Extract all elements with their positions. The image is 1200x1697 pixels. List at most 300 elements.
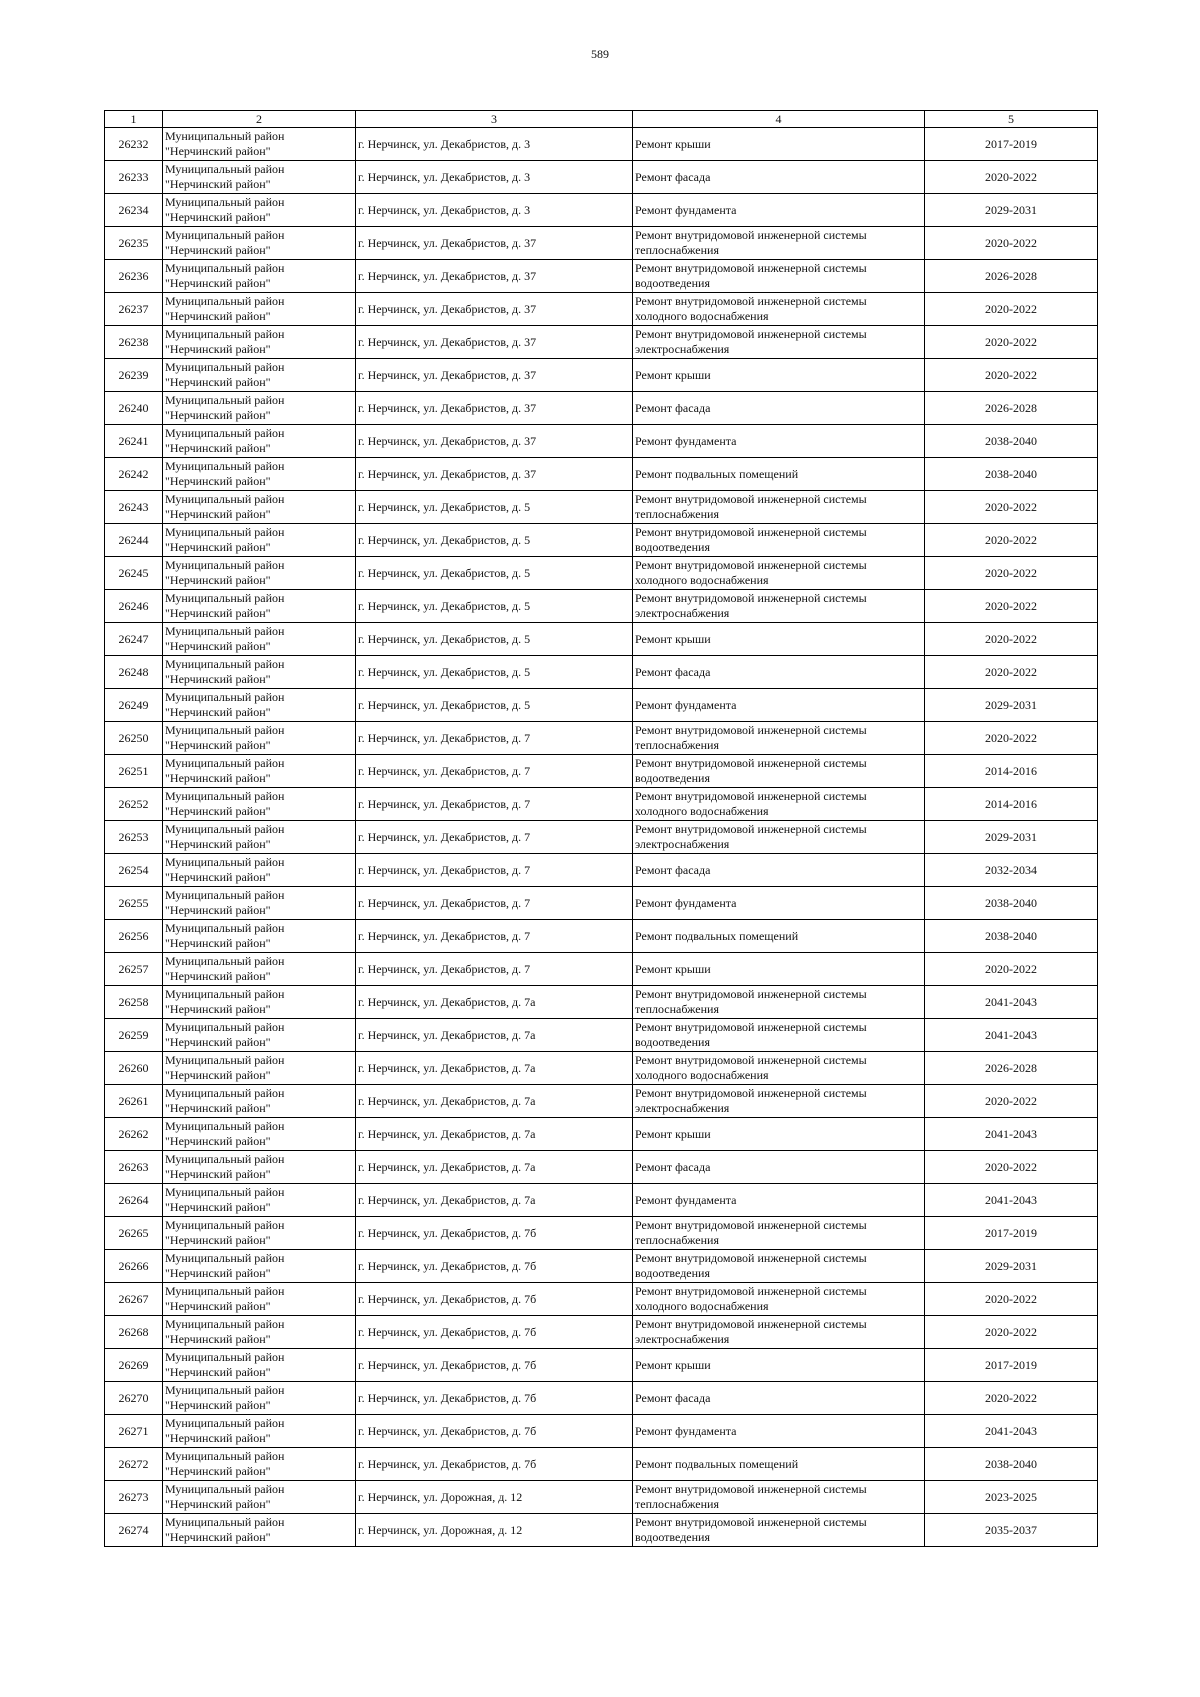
municipality-line: "Нерчинский район" bbox=[165, 1332, 271, 1346]
row-number-cell: 26251 bbox=[105, 755, 163, 788]
municipality-line: "Нерчинский район" bbox=[165, 705, 271, 719]
table-row bbox=[105, 722, 1098, 755]
municipality-cell bbox=[163, 326, 356, 359]
municipality-line: Муниципальный район bbox=[165, 1416, 285, 1430]
work-type-line: Ремонт фасада bbox=[635, 169, 711, 184]
row-number-cell: 26268 bbox=[105, 1316, 163, 1349]
municipality-line: Муниципальный район bbox=[165, 1185, 285, 1199]
work-type-cell bbox=[633, 1349, 925, 1382]
municipality-cell bbox=[163, 1019, 356, 1052]
municipality-cell bbox=[163, 1184, 356, 1217]
address-cell: г. Нерчинск, ул. Декабристов, д. 37 bbox=[356, 425, 633, 458]
municipality-line: "Нерчинский район" bbox=[165, 210, 271, 224]
address-cell: г. Нерчинск, ул. Декабристов, д. 7 bbox=[356, 854, 633, 887]
municipality-cell bbox=[163, 359, 356, 392]
row-number-cell: 26264 bbox=[105, 1184, 163, 1217]
row-number-cell: 26263 bbox=[105, 1151, 163, 1184]
work-type-cell bbox=[633, 293, 925, 326]
period-cell: 2038-2040 bbox=[925, 1448, 1098, 1481]
row-number-cell: 26260 bbox=[105, 1052, 163, 1085]
period-cell: 2020-2022 bbox=[925, 1316, 1098, 1349]
period-cell: 2020-2022 bbox=[925, 359, 1098, 392]
row-number-cell: 26257 bbox=[105, 953, 163, 986]
row-number-cell: 26239 bbox=[105, 359, 163, 392]
period-cell: 2029-2031 bbox=[925, 689, 1098, 722]
municipality-line: "Нерчинский район" bbox=[165, 375, 271, 389]
work-type-line: Ремонт внутридомовой инженерной системы bbox=[635, 1020, 867, 1034]
work-type-cell bbox=[633, 194, 925, 227]
municipality-line: Муниципальный район bbox=[165, 591, 285, 605]
municipality-line: Муниципальный район bbox=[165, 1020, 285, 1034]
work-type-line: холодного водоснабжения bbox=[635, 309, 769, 323]
row-number-cell: 26236 bbox=[105, 260, 163, 293]
work-type-cell bbox=[633, 1250, 925, 1283]
work-type-line: Ремонт внутридомовой инженерной системы bbox=[635, 558, 867, 572]
municipality-line: Муниципальный район bbox=[165, 822, 285, 836]
work-type-line: холодного водоснабжения bbox=[635, 573, 769, 587]
address-cell: г. Нерчинск, ул. Декабристов, д. 5 bbox=[356, 689, 633, 722]
municipality-line: Муниципальный район bbox=[165, 327, 285, 341]
address-cell: г. Нерчинск, ул. Декабристов, д. 37 bbox=[356, 359, 633, 392]
work-type-cell bbox=[633, 1481, 925, 1514]
row-number-cell: 26243 bbox=[105, 491, 163, 524]
period-cell: 2041-2043 bbox=[925, 1118, 1098, 1151]
work-type-cell bbox=[633, 1118, 925, 1151]
municipality-line: "Нерчинский район" bbox=[165, 474, 271, 488]
row-number-cell: 26269 bbox=[105, 1349, 163, 1382]
work-type-cell bbox=[633, 953, 925, 986]
municipality-cell bbox=[163, 689, 356, 722]
work-type-line: водоотведения bbox=[635, 540, 710, 554]
municipality-cell bbox=[163, 755, 356, 788]
work-type-cell bbox=[633, 722, 925, 755]
table-row bbox=[105, 1250, 1098, 1283]
column-header-5: 5 bbox=[925, 111, 1098, 128]
work-type-cell bbox=[633, 458, 925, 491]
row-number-cell: 26233 bbox=[105, 161, 163, 194]
municipality-cell bbox=[163, 458, 356, 491]
municipality-cell bbox=[163, 161, 356, 194]
municipality-line: Муниципальный район bbox=[165, 162, 285, 176]
municipality-line: "Нерчинский район" bbox=[165, 309, 271, 323]
municipality-line: "Нерчинский район" bbox=[165, 1464, 271, 1478]
address-cell: г. Нерчинск, ул. Декабристов, д. 3 bbox=[356, 161, 633, 194]
work-type-cell bbox=[633, 227, 925, 260]
municipality-line: "Нерчинский район" bbox=[165, 1101, 271, 1115]
work-type-cell bbox=[633, 920, 925, 953]
municipality-cell bbox=[163, 953, 356, 986]
municipality-line: Муниципальный район bbox=[165, 1317, 285, 1331]
work-type-line: Ремонт подвальных помещений bbox=[635, 466, 799, 481]
table-row bbox=[105, 590, 1098, 623]
address-cell: г. Нерчинск, ул. Декабристов, д. 7 bbox=[356, 788, 633, 821]
work-type-line: теплоснабжения bbox=[635, 738, 719, 752]
municipality-line: "Нерчинский район" bbox=[165, 177, 271, 191]
municipality-line: Муниципальный район bbox=[165, 723, 285, 737]
work-type-line: Ремонт внутридомовой инженерной системы bbox=[635, 1515, 867, 1529]
municipality-line: "Нерчинский район" bbox=[165, 870, 271, 884]
address-cell: г. Нерчинск, ул. Декабристов, д. 7б bbox=[356, 1382, 633, 1415]
municipality-cell bbox=[163, 1382, 356, 1415]
period-cell: 2020-2022 bbox=[925, 1382, 1098, 1415]
table-row bbox=[105, 128, 1098, 161]
work-type-line: электроснабжения bbox=[635, 342, 730, 356]
municipality-cell bbox=[163, 524, 356, 557]
municipality-line: Муниципальный район bbox=[165, 294, 285, 308]
table-row bbox=[105, 755, 1098, 788]
municipality-line: Муниципальный район bbox=[165, 690, 285, 704]
work-type-line: теплоснабжения bbox=[635, 1233, 719, 1247]
municipality-line: Муниципальный район bbox=[165, 492, 285, 506]
address-cell: г. Нерчинск, ул. Декабристов, д. 7а bbox=[356, 1052, 633, 1085]
municipality-cell bbox=[163, 590, 356, 623]
period-cell: 2041-2043 bbox=[925, 986, 1098, 1019]
municipality-line: Муниципальный район bbox=[165, 525, 285, 539]
work-type-cell bbox=[633, 788, 925, 821]
municipality-line: "Нерчинский район" bbox=[165, 1035, 271, 1049]
period-cell: 2020-2022 bbox=[925, 326, 1098, 359]
municipality-cell bbox=[163, 1514, 356, 1547]
address-cell: г. Нерчинск, ул. Декабристов, д. 7а bbox=[356, 1184, 633, 1217]
table-row bbox=[105, 656, 1098, 689]
work-type-cell bbox=[633, 1283, 925, 1316]
row-number-cell: 26253 bbox=[105, 821, 163, 854]
work-type-cell bbox=[633, 425, 925, 458]
municipality-cell bbox=[163, 194, 356, 227]
work-type-cell bbox=[633, 986, 925, 1019]
period-cell: 2026-2028 bbox=[925, 1052, 1098, 1085]
municipality-line: Муниципальный район bbox=[165, 624, 285, 638]
municipality-line: "Нерчинский район" bbox=[165, 1233, 271, 1247]
table-row bbox=[105, 1316, 1098, 1349]
address-cell: г. Нерчинск, ул. Декабристов, д. 7 bbox=[356, 953, 633, 986]
municipality-cell bbox=[163, 722, 356, 755]
table-row bbox=[105, 293, 1098, 326]
work-type-line: Ремонт внутридомовой инженерной системы bbox=[635, 1053, 867, 1067]
row-number-cell: 26261 bbox=[105, 1085, 163, 1118]
municipality-line: "Нерчинский район" bbox=[165, 276, 271, 290]
row-number-cell: 26241 bbox=[105, 425, 163, 458]
municipality-line: "Нерчинский район" bbox=[165, 540, 271, 554]
municipality-line: Муниципальный район bbox=[165, 426, 285, 440]
table-row bbox=[105, 557, 1098, 590]
row-number-cell: 26234 bbox=[105, 194, 163, 227]
table-row bbox=[105, 260, 1098, 293]
municipality-line: Муниципальный район bbox=[165, 1284, 285, 1298]
work-type-line: Ремонт крыши bbox=[635, 1126, 711, 1141]
work-type-line: Ремонт внутридомовой инженерной системы bbox=[635, 327, 867, 341]
row-number-cell: 26244 bbox=[105, 524, 163, 557]
table-row bbox=[105, 854, 1098, 887]
municipality-line: Муниципальный район bbox=[165, 1482, 285, 1496]
municipality-line: Муниципальный район bbox=[165, 558, 285, 572]
municipality-cell bbox=[163, 920, 356, 953]
period-cell: 2017-2019 bbox=[925, 128, 1098, 161]
address-cell: г. Нерчинск, ул. Декабристов, д. 5 bbox=[356, 557, 633, 590]
period-cell: 2020-2022 bbox=[925, 953, 1098, 986]
work-type-cell bbox=[633, 854, 925, 887]
period-cell: 2029-2031 bbox=[925, 821, 1098, 854]
address-cell: г. Нерчинск, ул. Декабристов, д. 7а bbox=[356, 1019, 633, 1052]
work-type-line: Ремонт крыши bbox=[635, 631, 711, 646]
municipality-line: Муниципальный район bbox=[165, 954, 285, 968]
row-number-cell: 26252 bbox=[105, 788, 163, 821]
work-type-line: электроснабжения bbox=[635, 1101, 730, 1115]
table-row bbox=[105, 1415, 1098, 1448]
work-type-line: Ремонт фасада bbox=[635, 1159, 711, 1174]
work-type-line: Ремонт крыши bbox=[635, 367, 711, 382]
address-cell: г. Нерчинск, ул. Декабристов, д. 7б bbox=[356, 1217, 633, 1250]
row-number-cell: 26254 bbox=[105, 854, 163, 887]
period-cell: 2020-2022 bbox=[925, 656, 1098, 689]
address-cell: г. Нерчинск, ул. Декабристов, д. 5 bbox=[356, 491, 633, 524]
row-number-cell: 26258 bbox=[105, 986, 163, 1019]
work-type-cell bbox=[633, 557, 925, 590]
row-number-cell: 26250 bbox=[105, 722, 163, 755]
municipality-cell bbox=[163, 986, 356, 1019]
work-type-cell bbox=[633, 656, 925, 689]
address-cell: г. Нерчинск, ул. Дорожная, д. 12 bbox=[356, 1514, 633, 1547]
row-number-cell: 26232 bbox=[105, 128, 163, 161]
work-type-line: Ремонт внутридомовой инженерной системы bbox=[635, 261, 867, 275]
table-row bbox=[105, 1184, 1098, 1217]
period-cell: 2020-2022 bbox=[925, 557, 1098, 590]
work-type-line: Ремонт внутридомовой инженерной системы bbox=[635, 1284, 867, 1298]
work-type-line: Ремонт внутридомовой инженерной системы bbox=[635, 228, 867, 242]
address-cell: г. Нерчинск, ул. Декабристов, д. 37 bbox=[356, 392, 633, 425]
table-row bbox=[105, 1019, 1098, 1052]
period-cell: 2020-2022 bbox=[925, 293, 1098, 326]
municipality-line: Муниципальный район bbox=[165, 1515, 285, 1529]
table-row bbox=[105, 788, 1098, 821]
work-type-line: Ремонт внутридомовой инженерной системы bbox=[635, 822, 867, 836]
municipality-cell bbox=[163, 227, 356, 260]
repair-schedule-table bbox=[104, 110, 1098, 1547]
period-cell: 2020-2022 bbox=[925, 1283, 1098, 1316]
work-type-cell bbox=[633, 260, 925, 293]
row-number-cell: 26273 bbox=[105, 1481, 163, 1514]
work-type-line: Ремонт внутридомовой инженерной системы bbox=[635, 756, 867, 770]
municipality-line: "Нерчинский район" bbox=[165, 936, 271, 950]
municipality-line: Муниципальный район bbox=[165, 1053, 285, 1067]
address-cell: г. Нерчинск, ул. Декабристов, д. 7б bbox=[356, 1415, 633, 1448]
municipality-cell bbox=[163, 1052, 356, 1085]
address-cell: г. Нерчинск, ул. Декабристов, д. 5 bbox=[356, 590, 633, 623]
address-cell: г. Нерчинск, ул. Декабристов, д. 7 bbox=[356, 821, 633, 854]
period-cell: 2035-2037 bbox=[925, 1514, 1098, 1547]
work-type-line: Ремонт крыши bbox=[635, 1357, 711, 1372]
work-type-line: водоотведения bbox=[635, 1035, 710, 1049]
period-cell: 2017-2019 bbox=[925, 1217, 1098, 1250]
work-type-cell bbox=[633, 887, 925, 920]
period-cell: 2020-2022 bbox=[925, 524, 1098, 557]
municipality-line: "Нерчинский район" bbox=[165, 342, 271, 356]
work-type-line: Ремонт подвальных помещений bbox=[635, 1456, 799, 1471]
work-type-line: теплоснабжения bbox=[635, 1497, 719, 1511]
table-row bbox=[105, 161, 1098, 194]
municipality-line: "Нерчинский район" bbox=[165, 672, 271, 686]
work-type-line: электроснабжения bbox=[635, 606, 730, 620]
work-type-cell bbox=[633, 590, 925, 623]
period-cell: 2020-2022 bbox=[925, 590, 1098, 623]
work-type-line: Ремонт фасада bbox=[635, 1390, 711, 1405]
municipality-line: "Нерчинский район" bbox=[165, 1530, 271, 1544]
work-type-cell bbox=[633, 1514, 925, 1547]
period-cell: 2029-2031 bbox=[925, 1250, 1098, 1283]
municipality-line: "Нерчинский район" bbox=[165, 1431, 271, 1445]
municipality-cell bbox=[163, 392, 356, 425]
period-cell: 2017-2019 bbox=[925, 1349, 1098, 1382]
work-type-line: Ремонт крыши bbox=[635, 961, 711, 976]
work-type-cell bbox=[633, 1052, 925, 1085]
municipality-line: "Нерчинский район" bbox=[165, 1200, 271, 1214]
address-cell: г. Нерчинск, ул. Декабристов, д. 7а bbox=[356, 1151, 633, 1184]
municipality-cell bbox=[163, 1118, 356, 1151]
municipality-cell bbox=[163, 788, 356, 821]
table-row bbox=[105, 1052, 1098, 1085]
municipality-line: Муниципальный район bbox=[165, 657, 285, 671]
period-cell: 2041-2043 bbox=[925, 1415, 1098, 1448]
work-type-line: холодного водоснабжения bbox=[635, 1068, 769, 1082]
municipality-line: Муниципальный район bbox=[165, 888, 285, 902]
work-type-cell bbox=[633, 623, 925, 656]
address-cell: г. Нерчинск, ул. Декабристов, д. 7а bbox=[356, 1085, 633, 1118]
work-type-line: Ремонт внутридомовой инженерной системы bbox=[635, 789, 867, 803]
row-number-cell: 26238 bbox=[105, 326, 163, 359]
work-type-line: Ремонт фундамента bbox=[635, 1192, 737, 1207]
municipality-line: Муниципальный район bbox=[165, 228, 285, 242]
municipality-line: Муниципальный район bbox=[165, 1449, 285, 1463]
table-header bbox=[105, 111, 1098, 128]
page-number: 589 bbox=[591, 47, 609, 61]
work-type-line: Ремонт фасада bbox=[635, 664, 711, 679]
period-cell: 2020-2022 bbox=[925, 227, 1098, 260]
table-row bbox=[105, 458, 1098, 491]
municipality-cell bbox=[163, 1349, 356, 1382]
work-type-cell bbox=[633, 1415, 925, 1448]
municipality-line: Муниципальный район bbox=[165, 261, 285, 275]
municipality-line: "Нерчинский район" bbox=[165, 837, 271, 851]
work-type-line: Ремонт внутридомовой инженерной системы bbox=[635, 723, 867, 737]
address-cell: г. Нерчинск, ул. Декабристов, д. 7б bbox=[356, 1250, 633, 1283]
period-cell: 2038-2040 bbox=[925, 920, 1098, 953]
period-cell: 2020-2022 bbox=[925, 1085, 1098, 1118]
table-row bbox=[105, 524, 1098, 557]
municipality-line: "Нерчинский район" bbox=[165, 573, 271, 587]
work-type-line: Ремонт внутридомовой инженерной системы bbox=[635, 987, 867, 1001]
work-type-line: Ремонт внутридомовой инженерной системы bbox=[635, 1251, 867, 1265]
municipality-line: "Нерчинский район" bbox=[165, 408, 271, 422]
period-cell: 2032-2034 bbox=[925, 854, 1098, 887]
table-row bbox=[105, 1217, 1098, 1250]
table-body bbox=[105, 128, 1098, 1547]
row-number-cell: 26245 bbox=[105, 557, 163, 590]
row-number-cell: 26265 bbox=[105, 1217, 163, 1250]
municipality-line: "Нерчинский район" bbox=[165, 1068, 271, 1082]
work-type-cell bbox=[633, 161, 925, 194]
table-row bbox=[105, 953, 1098, 986]
period-cell: 2020-2022 bbox=[925, 1151, 1098, 1184]
period-cell: 2038-2040 bbox=[925, 425, 1098, 458]
table-row bbox=[105, 887, 1098, 920]
work-type-line: Ремонт подвальных помещений bbox=[635, 928, 799, 943]
period-cell: 2029-2031 bbox=[925, 194, 1098, 227]
municipality-cell bbox=[163, 821, 356, 854]
municipality-cell bbox=[163, 1217, 356, 1250]
municipality-cell bbox=[163, 1151, 356, 1184]
municipality-line: "Нерчинский район" bbox=[165, 1497, 271, 1511]
period-cell: 2038-2040 bbox=[925, 458, 1098, 491]
work-type-line: электроснабжения bbox=[635, 1332, 730, 1346]
period-cell: 2038-2040 bbox=[925, 887, 1098, 920]
municipality-cell bbox=[163, 293, 356, 326]
period-cell: 2041-2043 bbox=[925, 1019, 1098, 1052]
row-number-cell: 26267 bbox=[105, 1283, 163, 1316]
work-type-line: Ремонт внутридомовой инженерной системы bbox=[635, 525, 867, 539]
address-cell: г. Нерчинск, ул. Декабристов, д. 7б bbox=[356, 1316, 633, 1349]
work-type-line: Ремонт крыши bbox=[635, 136, 711, 151]
municipality-cell bbox=[163, 1085, 356, 1118]
work-type-cell bbox=[633, 1085, 925, 1118]
table-row bbox=[105, 986, 1098, 1019]
period-cell: 2020-2022 bbox=[925, 491, 1098, 524]
municipality-line: Муниципальный район bbox=[165, 393, 285, 407]
work-type-cell bbox=[633, 689, 925, 722]
address-cell: г. Нерчинск, ул. Декабристов, д. 7б bbox=[356, 1448, 633, 1481]
work-type-cell bbox=[633, 1382, 925, 1415]
address-cell: г. Нерчинск, ул. Декабристов, д. 7а bbox=[356, 986, 633, 1019]
municipality-line: "Нерчинский район" bbox=[165, 243, 271, 257]
work-type-line: теплоснабжения bbox=[635, 1002, 719, 1016]
municipality-cell bbox=[163, 1448, 356, 1481]
row-number-cell: 26249 bbox=[105, 689, 163, 722]
municipality-cell bbox=[163, 491, 356, 524]
municipality-line: Муниципальный район bbox=[165, 1119, 285, 1133]
table-row bbox=[105, 920, 1098, 953]
municipality-line: "Нерчинский район" bbox=[165, 1134, 271, 1148]
row-number-cell: 26256 bbox=[105, 920, 163, 953]
address-cell: г. Нерчинск, ул. Декабристов, д. 37 bbox=[356, 227, 633, 260]
address-cell: г. Нерчинск, ул. Декабристов, д. 37 bbox=[356, 458, 633, 491]
work-type-line: Ремонт внутридомовой инженерной системы bbox=[635, 1218, 867, 1232]
column-header-2: 2 bbox=[163, 111, 356, 128]
municipality-cell bbox=[163, 623, 356, 656]
address-cell: г. Нерчинск, ул. Декабристов, д. 7 bbox=[356, 920, 633, 953]
column-header-3: 3 bbox=[356, 111, 633, 128]
address-cell: г. Нерчинск, ул. Декабристов, д. 7 bbox=[356, 887, 633, 920]
address-cell: г. Нерчинск, ул. Декабристов, д. 37 bbox=[356, 293, 633, 326]
row-number-cell: 26237 bbox=[105, 293, 163, 326]
table-row bbox=[105, 1382, 1098, 1415]
address-cell: г. Нерчинск, ул. Декабристов, д. 7 bbox=[356, 722, 633, 755]
municipality-line: "Нерчинский район" bbox=[165, 1266, 271, 1280]
table-row bbox=[105, 821, 1098, 854]
table-row bbox=[105, 689, 1098, 722]
municipality-line: "Нерчинский район" bbox=[165, 969, 271, 983]
work-type-line: Ремонт фундамента bbox=[635, 697, 737, 712]
row-number-cell: 26246 bbox=[105, 590, 163, 623]
work-type-line: водоотведения bbox=[635, 1266, 710, 1280]
municipality-line: Муниципальный район bbox=[165, 360, 285, 374]
work-type-cell bbox=[633, 755, 925, 788]
period-cell: 2020-2022 bbox=[925, 623, 1098, 656]
municipality-line: Муниципальный район bbox=[165, 1152, 285, 1166]
municipality-cell bbox=[163, 260, 356, 293]
municipality-line: Муниципальный район bbox=[165, 129, 285, 143]
row-number-cell: 26259 bbox=[105, 1019, 163, 1052]
table-row bbox=[105, 392, 1098, 425]
municipality-line: Муниципальный район bbox=[165, 921, 285, 935]
